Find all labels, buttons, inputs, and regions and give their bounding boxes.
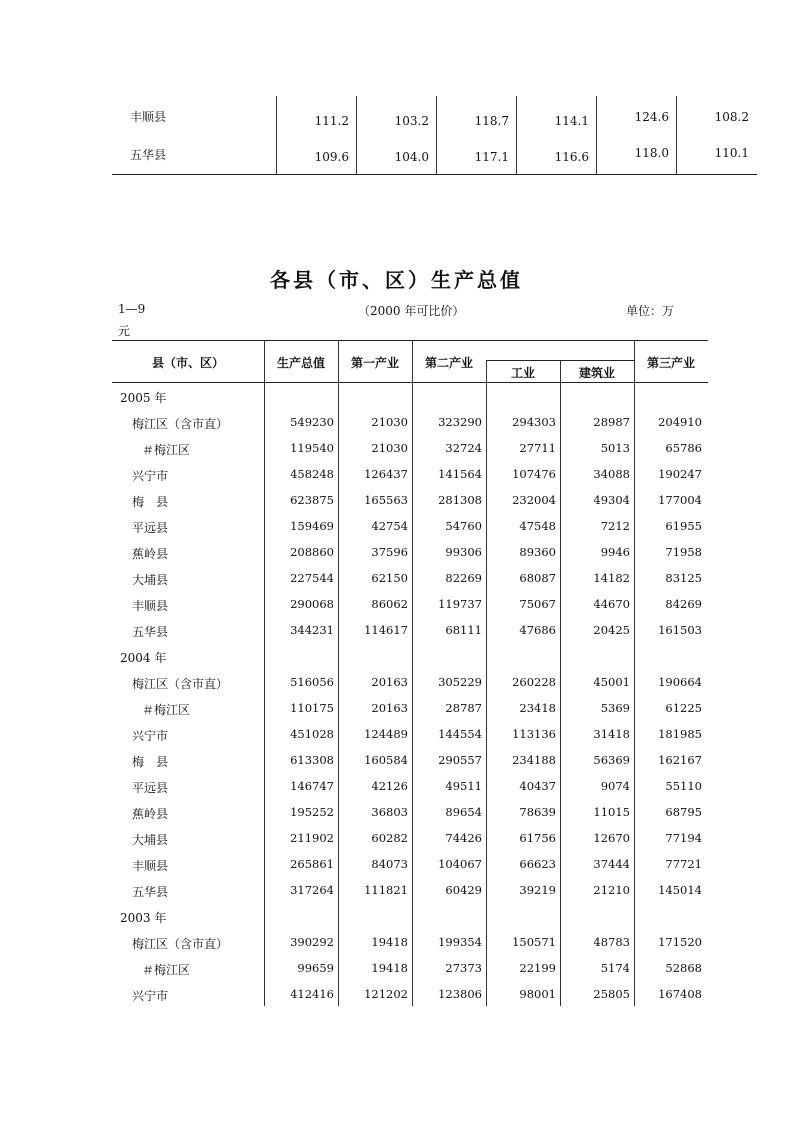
gdp-value: 119540 [290, 441, 334, 455]
primary-value: 42126 [371, 779, 408, 793]
table-row [112, 883, 708, 903]
tertiary-value: 77721 [665, 857, 702, 871]
header-tertiary: 第三产业 [646, 356, 695, 370]
gdp-value: 458248 [290, 467, 334, 481]
gdp-value: 159469 [290, 519, 334, 533]
gdp-value: 344231 [290, 623, 334, 637]
county-name: 平远县 [132, 781, 169, 795]
gdp-value: 390292 [290, 935, 334, 949]
header-secondary: 第二产业 [424, 356, 473, 370]
industry-value: 40437 [519, 779, 556, 793]
construction-value: 20425 [593, 623, 630, 637]
primary-value: 126437 [364, 467, 408, 481]
secondary-value: 32724 [445, 441, 482, 455]
industry-value: 68087 [519, 571, 556, 585]
industry-value: 47548 [519, 519, 556, 533]
table-row [112, 701, 708, 721]
construction-value: 49304 [593, 493, 630, 507]
tertiary-value: 83125 [665, 571, 702, 585]
county-name: 兴宁市 [132, 729, 169, 743]
gdp-by-county-table [112, 340, 708, 1006]
previous-table-fragment [112, 96, 757, 175]
gdp-value: 623875 [290, 493, 334, 507]
county-name: ＃梅江区 [142, 443, 191, 457]
gdp-value: 613308 [290, 753, 334, 767]
gdp-value: 110175 [290, 701, 334, 715]
industry-value: 47686 [519, 623, 556, 637]
tertiary-value: 65786 [665, 441, 702, 455]
table-top-rule [112, 340, 708, 341]
primary-value: 114617 [364, 623, 408, 637]
secondary-value: 49511 [445, 779, 482, 793]
index-value: 118.7 [474, 114, 509, 128]
secondary-value: 290557 [438, 753, 482, 767]
tertiary-value: 61955 [665, 519, 702, 533]
primary-value: 21030 [371, 441, 408, 455]
table-row [112, 857, 708, 877]
primary-value: 121202 [364, 987, 408, 1001]
gdp-value: 146747 [290, 779, 334, 793]
header-bottom-rule [112, 382, 708, 383]
primary-value: 36803 [371, 805, 408, 819]
gdp-value: 549230 [290, 415, 334, 429]
construction-value: 37444 [593, 857, 630, 871]
county-name: 蕉岭县 [132, 807, 169, 821]
header-industry: 工业 [510, 366, 535, 380]
secondary-value: 119737 [438, 597, 482, 611]
table-row [112, 545, 708, 565]
construction-value: 14182 [593, 571, 630, 585]
column-divider [412, 340, 413, 1006]
primary-value: 37596 [371, 545, 408, 559]
index-value: 108.2 [714, 110, 749, 124]
table-row [112, 519, 708, 539]
county-name: 兴宁市 [132, 469, 169, 483]
gdp-value: 208860 [290, 545, 334, 559]
county-name: 五华县 [132, 885, 169, 899]
table-row [112, 779, 708, 799]
table-row [112, 805, 708, 825]
tertiary-value: 145014 [658, 883, 702, 897]
column-divider [338, 340, 339, 1006]
construction-value: 44670 [593, 597, 630, 611]
secondary-value: 99306 [445, 545, 482, 559]
primary-value: 84073 [371, 857, 408, 871]
tertiary-value: 61225 [665, 701, 702, 715]
tertiary-value: 190247 [658, 467, 702, 481]
header-construction: 建筑业 [578, 366, 615, 380]
construction-value: 5369 [600, 701, 630, 715]
industry-value: 66623 [519, 857, 556, 871]
tertiary-value: 177004 [658, 493, 702, 507]
county-name: 梅 县 [132, 495, 169, 509]
index-value: 110.1 [714, 146, 749, 160]
secondary-value: 199354 [438, 935, 482, 949]
price-basis-note: （2000 年可比价） [358, 304, 465, 318]
industry-value: 234188 [512, 753, 556, 767]
tertiary-value: 161503 [658, 623, 702, 637]
tertiary-value: 55110 [665, 779, 702, 793]
column-divider [264, 340, 265, 1006]
primary-value: 60282 [371, 831, 408, 845]
tertiary-value: 77194 [665, 831, 702, 845]
county-name: ＃梅江区 [142, 703, 191, 717]
industry-value: 75067 [519, 597, 556, 611]
secondary-value: 144554 [438, 727, 482, 741]
industry-value: 78639 [519, 805, 556, 819]
index-value: 114.1 [554, 114, 589, 128]
column-divider [634, 340, 635, 1006]
gdp-value: 451028 [290, 727, 334, 741]
gdp-value: 227544 [290, 571, 334, 585]
industry-value: 98001 [519, 987, 556, 1001]
construction-value: 9946 [600, 545, 630, 559]
industry-value: 113136 [512, 727, 556, 741]
secondary-value: 27373 [445, 961, 482, 975]
construction-value: 21210 [593, 883, 630, 897]
gdp-value: 412416 [290, 987, 334, 1001]
secondary-value: 123806 [438, 987, 482, 1001]
tertiary-value: 204910 [658, 415, 702, 429]
tertiary-value: 181985 [658, 727, 702, 741]
county-name: 梅 县 [132, 755, 169, 769]
county-name: 大埔县 [132, 573, 169, 587]
construction-value: 56369 [593, 753, 630, 767]
secondary-value: 323290 [438, 415, 482, 429]
construction-value: 31418 [593, 727, 630, 741]
tertiary-value: 162167 [658, 753, 702, 767]
table-row [112, 727, 708, 747]
primary-value: 21030 [371, 415, 408, 429]
primary-value: 20163 [371, 701, 408, 715]
county-name: 大埔县 [132, 833, 169, 847]
industry-value: 150571 [512, 935, 556, 949]
table-row [112, 146, 757, 176]
header-primary: 第一产业 [350, 356, 399, 370]
tertiary-value: 84269 [665, 597, 702, 611]
construction-value: 48783 [593, 935, 630, 949]
county-name: 五华县 [132, 625, 169, 639]
table-row [112, 675, 708, 695]
table-title: 各县（市、区）生产总值 [270, 268, 523, 292]
table-row [112, 571, 708, 591]
unit-label: 单位：万 [626, 304, 675, 318]
secondary-value: 104067 [438, 857, 482, 871]
primary-value: 111821 [364, 883, 408, 897]
gdp-value: 265861 [290, 857, 334, 871]
construction-value: 9074 [600, 779, 630, 793]
county-name: 梅江区（含市直） [132, 677, 229, 691]
index-value: 109.6 [314, 150, 349, 164]
tertiary-value: 71958 [665, 545, 702, 559]
industry-value: 232004 [512, 493, 556, 507]
table-row [112, 753, 708, 773]
tertiary-value: 190664 [658, 675, 702, 689]
county-name: ＃梅江区 [142, 963, 191, 977]
table-row [112, 935, 708, 955]
table-row [112, 597, 708, 617]
tertiary-value: 167408 [658, 987, 702, 1001]
table-row [112, 623, 708, 643]
county-name: 梅江区（含市直） [132, 417, 229, 431]
header-gdp: 生产总值 [276, 356, 325, 370]
secondary-value: 60429 [445, 883, 482, 897]
primary-value: 62150 [371, 571, 408, 585]
index-value: 103.2 [394, 114, 429, 128]
county-name: 兴宁市 [132, 989, 169, 1003]
county-name: 梅江区（含市直） [132, 937, 229, 951]
index-value: 104.0 [394, 150, 429, 164]
gdp-value: 516056 [290, 675, 334, 689]
secondary-value: 54760 [445, 519, 482, 533]
construction-value: 5013 [600, 441, 630, 455]
construction-value: 25805 [593, 987, 630, 1001]
table-row [112, 441, 708, 461]
gdp-value: 211902 [290, 831, 334, 845]
county-name: 蕉岭县 [132, 547, 169, 561]
secondary-value: 281308 [438, 493, 482, 507]
primary-value: 165563 [364, 493, 408, 507]
year-label: 2004 年 [120, 651, 167, 665]
index-value: 124.6 [634, 110, 669, 124]
secondary-value: 28787 [445, 701, 482, 715]
secondary-value: 305229 [438, 675, 482, 689]
industry-value: 107476 [512, 467, 556, 481]
construction-value: 12670 [593, 831, 630, 845]
gdp-value: 317264 [290, 883, 334, 897]
index-value: 116.6 [554, 150, 589, 164]
secondary-value: 89654 [445, 805, 482, 819]
index-value: 117.1 [474, 150, 509, 164]
construction-value: 5174 [600, 961, 630, 975]
table-row [112, 961, 708, 981]
county-name: 平远县 [132, 521, 169, 535]
year-label: 2003 年 [120, 911, 167, 925]
industry-value: 61756 [519, 831, 556, 845]
primary-value: 124489 [364, 727, 408, 741]
index-value: 118.0 [634, 146, 669, 160]
industry-value: 27711 [519, 441, 556, 455]
industry-value: 294303 [512, 415, 556, 429]
unit-label-continuation: 元 [118, 324, 131, 338]
county-name: 五华县 [130, 148, 167, 162]
secondary-value: 68111 [445, 623, 482, 637]
construction-value: 7212 [600, 519, 630, 533]
secondary-value: 74426 [445, 831, 482, 845]
secondary-value: 82269 [445, 571, 482, 585]
construction-value: 45001 [593, 675, 630, 689]
industry-value: 22199 [519, 961, 556, 975]
county-name: 丰顺县 [132, 859, 169, 873]
secondary-value: 141564 [438, 467, 482, 481]
index-value: 111.2 [314, 114, 349, 128]
tertiary-value: 68795 [665, 805, 702, 819]
industry-value: 23418 [519, 701, 556, 715]
table-row [112, 987, 708, 1007]
table-number: 1—9 [118, 302, 146, 316]
primary-value: 86062 [371, 597, 408, 611]
tertiary-value: 171520 [658, 935, 702, 949]
industry-value: 260228 [512, 675, 556, 689]
construction-value: 11015 [593, 805, 630, 819]
table-row [112, 415, 708, 435]
primary-value: 20163 [371, 675, 408, 689]
table-row [112, 467, 708, 487]
county-name: 丰顺县 [132, 599, 169, 613]
construction-value: 34088 [593, 467, 630, 481]
tertiary-value: 52868 [665, 961, 702, 975]
industry-value: 89360 [519, 545, 556, 559]
primary-value: 160584 [364, 753, 408, 767]
gdp-value: 290068 [290, 597, 334, 611]
header-county: 县（市、区） [151, 356, 224, 370]
construction-value: 28987 [593, 415, 630, 429]
table-row [112, 831, 708, 851]
county-name: 丰顺县 [130, 110, 167, 124]
primary-value: 42754 [371, 519, 408, 533]
gdp-value: 195252 [290, 805, 334, 819]
industry-value: 39219 [519, 883, 556, 897]
primary-value: 19418 [371, 935, 408, 949]
primary-value: 19418 [371, 961, 408, 975]
year-label: 2005 年 [120, 391, 167, 405]
table-row [112, 493, 708, 513]
table-row [112, 108, 757, 138]
gdp-value: 99659 [297, 961, 334, 975]
